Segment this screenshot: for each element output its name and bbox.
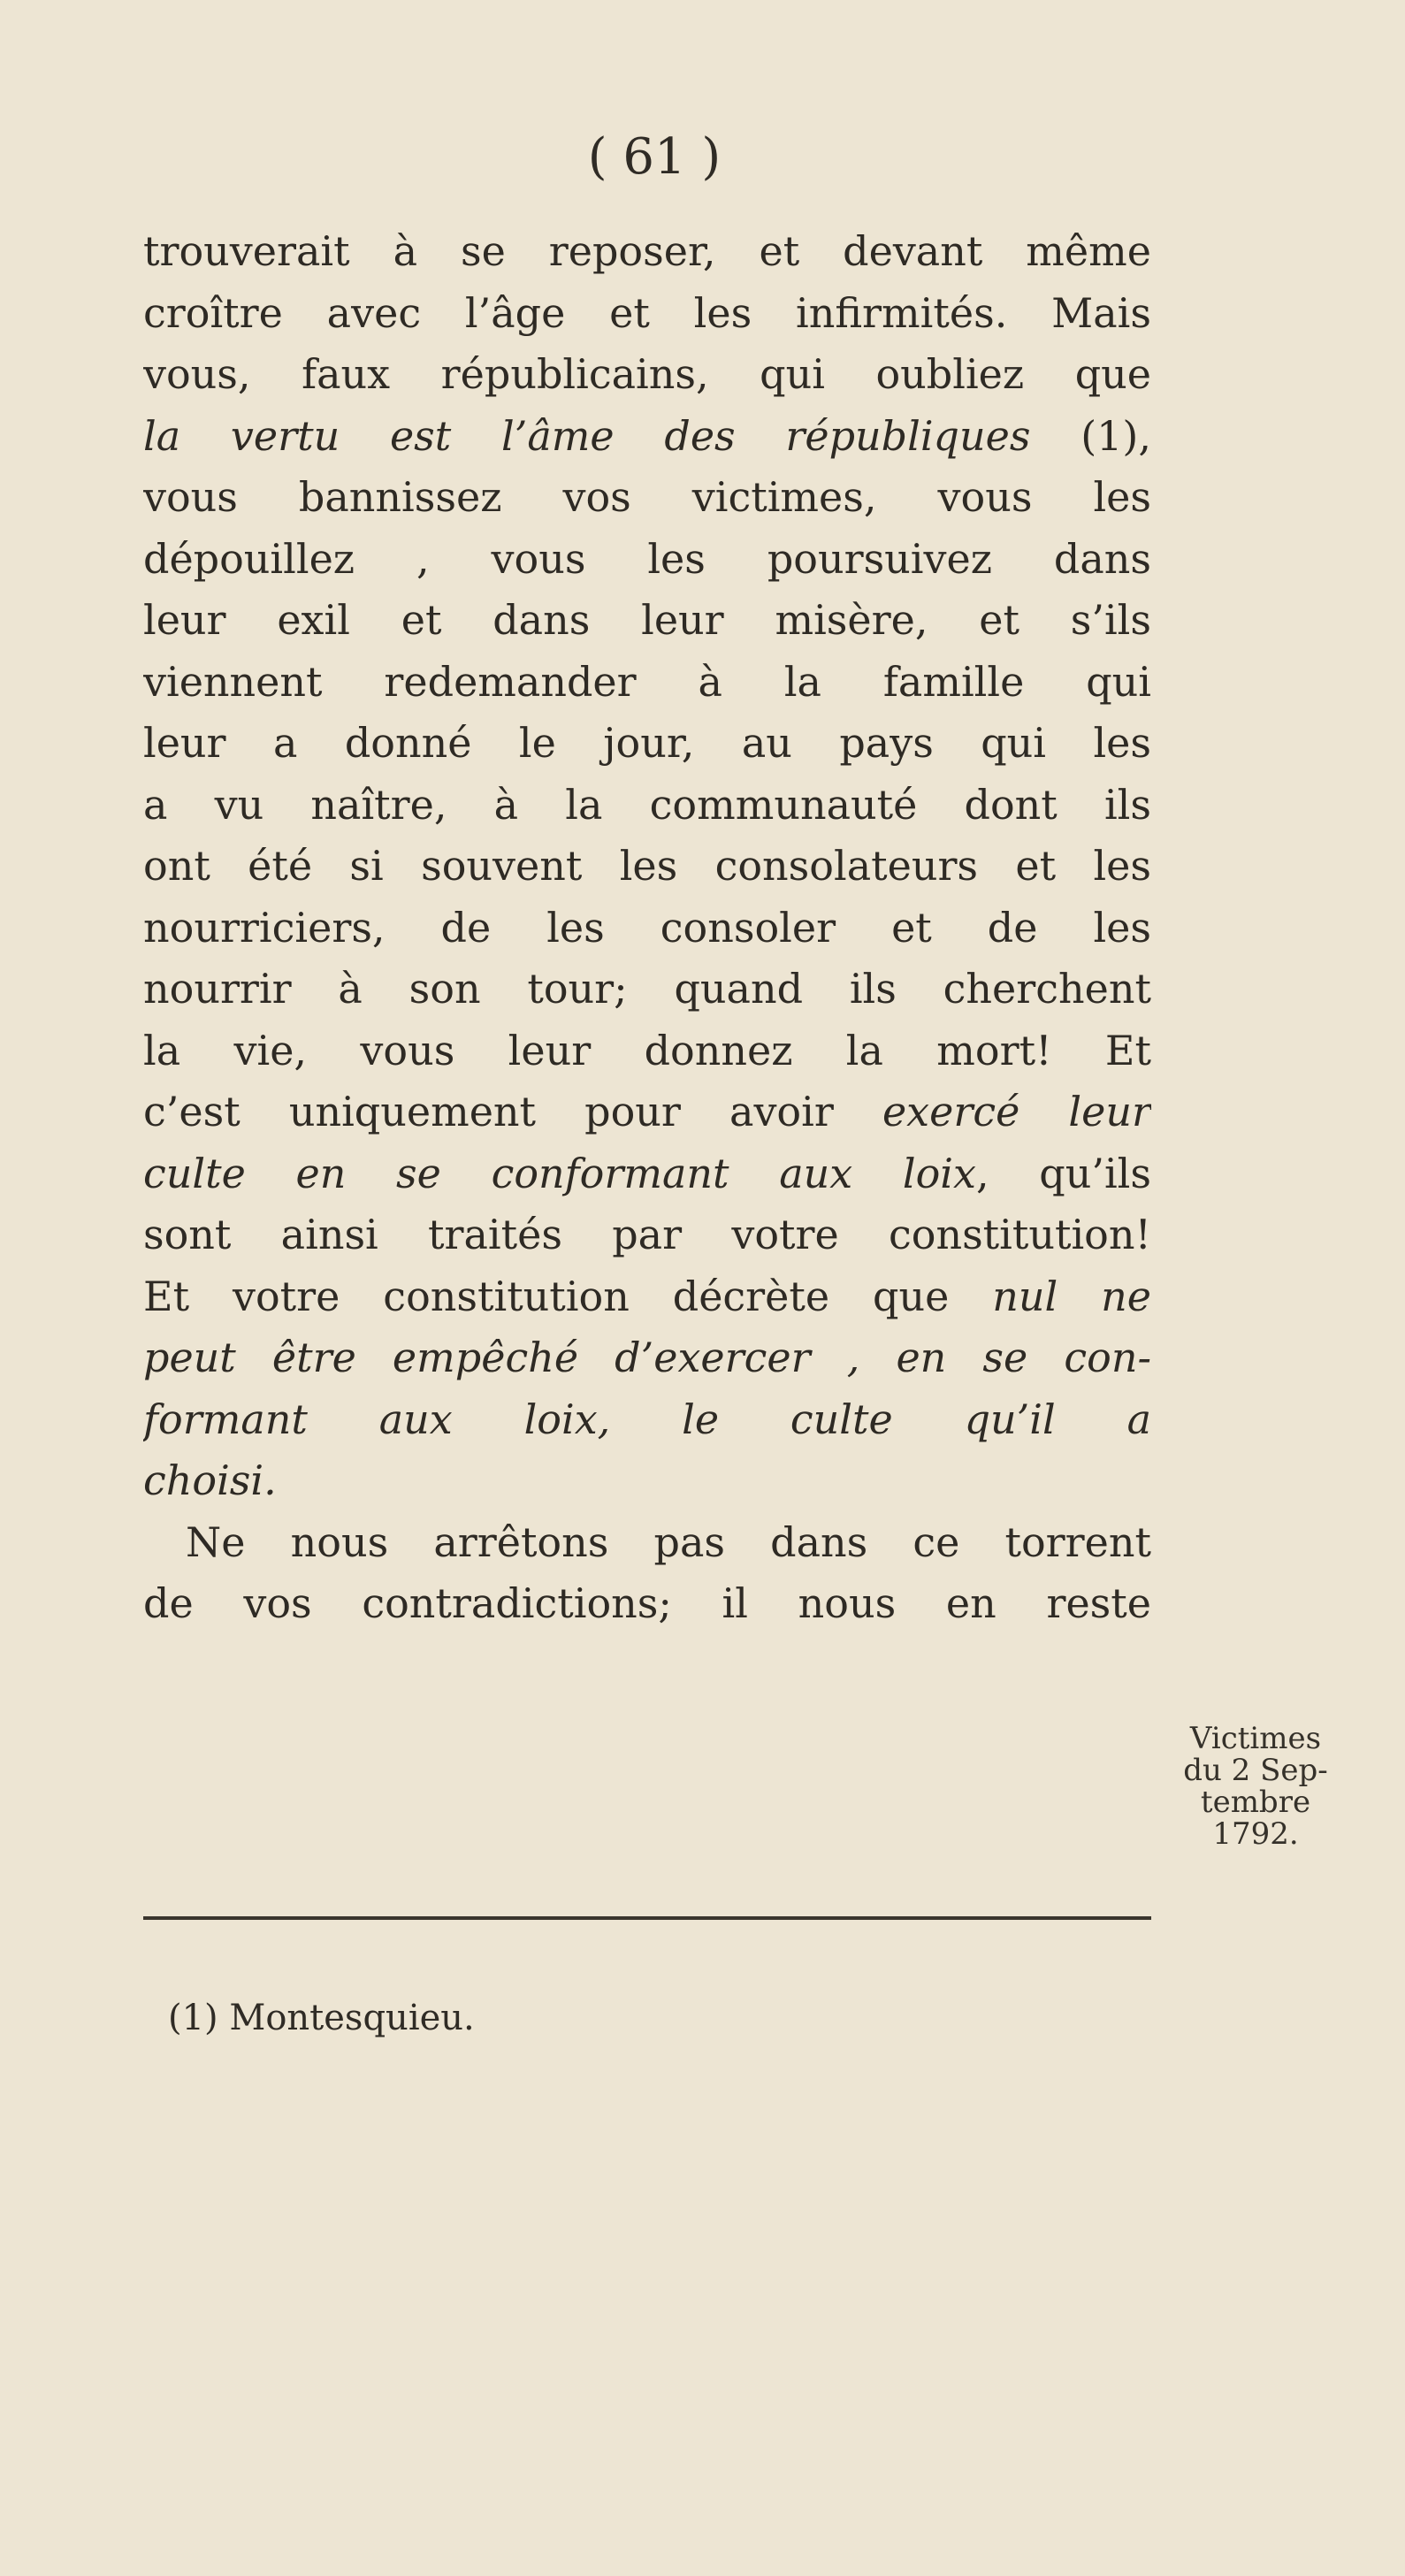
text-run: viennent redemander à la famille qui (143, 657, 1151, 706)
text-run: leur exil et dans leur misère, et s’ils (143, 596, 1151, 644)
text-run: dépouillez , vous les poursuivez dans (143, 534, 1151, 583)
text-line (143, 1020, 1151, 1082)
italic-run: culte en se conformant aux loix (143, 1149, 976, 1197)
text-line (143, 898, 1151, 959)
italic-run: la vertu est l’âme des républiques (143, 411, 1031, 460)
italic-run: choisi. (143, 1456, 277, 1504)
text-run: (1), (1030, 411, 1151, 460)
text-line (143, 1512, 1151, 1574)
text-run: trouverait à se reposer, et devant même (143, 227, 1151, 275)
body-text (143, 221, 1151, 1635)
text-line (143, 713, 1151, 775)
text-run: sont ainsi traités par votre constitution! (143, 1211, 1151, 1258)
text-run: vous bannissez vos victimes, vous les (143, 473, 1151, 521)
text-line (143, 959, 1151, 1020)
footnote: (1) Montesquieu. (168, 1998, 475, 2038)
text-run: la vie, vous leur donnez la mort! Et (143, 1026, 1151, 1074)
margin-note-line: 1792. (1212, 1816, 1299, 1852)
margin-note-line: tembre (1200, 1785, 1311, 1820)
text-line (143, 221, 1151, 283)
footnote-rule (143, 1916, 1151, 1920)
text-run: leur a donné le jour, au pays qui les (143, 719, 1151, 767)
margin-note-line: du 2 Sep- (1183, 1753, 1328, 1788)
text-line (143, 590, 1151, 652)
margin-note-line: Victimes (1189, 1721, 1322, 1756)
text-run: Et votre constitution décrète que (143, 1272, 993, 1320)
text-run: nourrir à son tour; quand ils cherchent (143, 965, 1151, 1013)
text-run: a vu naître, à la communauté dont ils (143, 780, 1151, 829)
text-line (143, 1573, 1151, 1635)
text-line (143, 1450, 1151, 1512)
text-run: Ne nous arrêtons pas dans ce torrent (186, 1517, 1151, 1566)
text-line (143, 1389, 1151, 1451)
text-line (143, 1204, 1151, 1266)
italic-run: exercé leur (882, 1088, 1151, 1135)
text-line (143, 1082, 1151, 1143)
text-run: c’est uniquement pour avoir (143, 1088, 882, 1135)
italic-run: nul ne (992, 1272, 1151, 1320)
text-line (143, 406, 1151, 468)
margin-note (1151, 1723, 1360, 1850)
text-run: vous, faux républicains, qui oubliez que (143, 350, 1151, 398)
text-line (143, 1266, 1151, 1328)
italic-run: peut être empêché d’exercer , en se con- (143, 1334, 1151, 1381)
text-line (143, 344, 1151, 406)
text-line (143, 775, 1151, 837)
text-line (143, 1327, 1151, 1389)
text-line (143, 652, 1151, 714)
text-line (143, 467, 1151, 529)
text-line (143, 836, 1151, 898)
text-run: de vos contradictions; il nous en reste (143, 1579, 1151, 1627)
text-line (143, 283, 1151, 345)
text-run: croître avec l’âge et les infirmités. Mais (143, 288, 1151, 337)
page-number: ( 61 ) (587, 128, 722, 186)
text-line (143, 1143, 1151, 1205)
text-run: , qu’ils (975, 1149, 1151, 1197)
italic-run: formant aux loix, le culte qu’il a (143, 1395, 1151, 1443)
text-line (143, 529, 1151, 591)
text-run: ont été si souvent les consolateurs et les (143, 842, 1151, 890)
text-run: nourriciers, de les consoler et de les (143, 903, 1151, 952)
